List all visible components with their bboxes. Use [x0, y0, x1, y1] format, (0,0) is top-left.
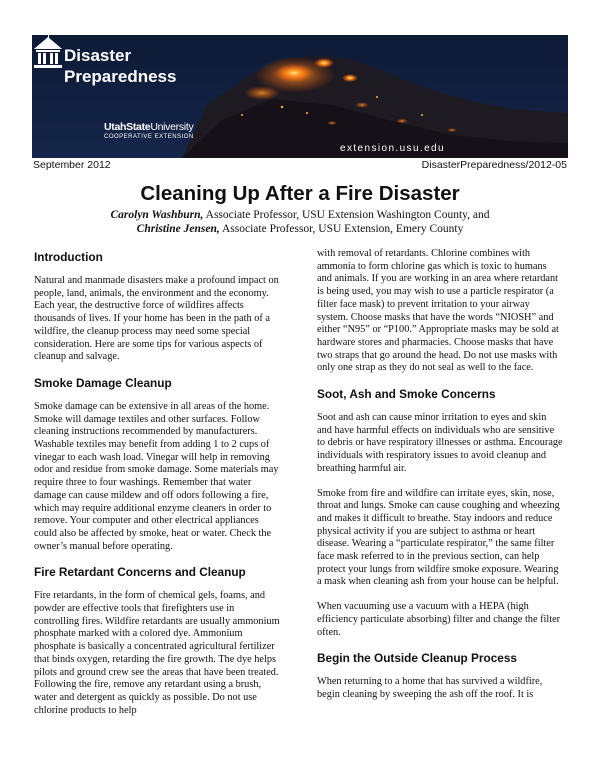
- series-title: [64, 45, 176, 87]
- author-role: Associate Professor, USU Extension Washington County, and: [205, 209, 490, 221]
- document-id: DisasterPreparedness/2012-05: [421, 159, 567, 171]
- author-list: [0, 208, 600, 236]
- paragraph: When vacuuming use a vacuum with a HEPA (high efficiency particulate absorbing) filter and change the filter often.: [317, 601, 561, 638]
- paragraph: Smoke from fire and wildfire can irritate eyes, skin, nose, throat and lungs. Smoke can cause coughing and wheezing and makes it difficult to breathe. Stay indoors and reduce physical activity if you are subject to asthma or heart disease. Wearing a “particulate respirator,” the same filter face mask referred to in the previous section, can help protect your lungs from wildfire smoke exposure. Wearing a mask when cleaning ash from your house can be helpful.: [317, 487, 560, 588]
- author-name: Carolyn Washburn,: [110, 209, 204, 221]
- paragraph: with removal of retardants. Chlorine combines with ammonia to form chlorine gas which is toxic to humans and animals. If you are working in an area where retardant is being used, you may wish to use a particle respirator (a filter face mask) to prevent irritation to your airway system. Choose masks that have the words “NIOSH” and either “N95” or “P100.” Appropriate masks may be sold at hardware stores and pharmacies. Choose masks that have two straps that go around the head. Do not use masks with only one strap as they do not seal as well to the face.: [317, 248, 559, 374]
- section-heading-outside-cleanup: Begin the Outside Cleanup Process: [317, 651, 517, 666]
- publication-date: September 2012: [33, 159, 111, 171]
- author-line: [0, 222, 600, 236]
- section-heading-smoke-damage: Smoke Damage Cleanup: [34, 375, 172, 390]
- website-link[interactable]: extension.usu.edu: [340, 143, 445, 154]
- paragraph: Smoke damage can be extensive in all areas of the home. Smoke will damage textiles and other surfaces. Follow cleaning instructions recommended by manufacturers. Washable textiles may benefit from adding 1 to 2 cups of vinegar to each wash load. Vinegar will help in removing odor and residue from smoke damage. Some materials may require three to four washings. Remember that water damage can cause mildew and off odors following a fire, which may require additional enzyme cleaners in order to remove. Your computer and other electrical appliances could also be affected by smoke, heat or water. Check the owner’s manual before operating.: [34, 400, 279, 552]
- paragraph: Soot and ash can cause minor irritation to eyes and skin and have harmful effects on individuals who are sensitive to debris or have respiratory illnesses or asthma. Encourage individuals with respiratory issues to avoid cleanup and breathing harmful air.: [317, 412, 563, 474]
- extension-label: COOPERATIVE EXTENSION: [104, 134, 194, 140]
- university-name: [104, 121, 193, 133]
- university-name-rest: University: [150, 121, 194, 133]
- page-title: Cleaning Up After a Fire Disaster: [140, 182, 460, 205]
- section-heading-fire-retardant: Fire Retardant Concerns and Cleanup: [34, 565, 246, 580]
- section-heading-introduction: Introduction: [34, 250, 103, 264]
- section-heading-soot-ash: Soot, Ash and Smoke Concerns: [317, 387, 496, 402]
- university-name-bold: UtahState: [104, 121, 151, 133]
- left-column: [34, 250, 280, 729]
- series-title-line1: Disaster: [64, 46, 132, 65]
- author-line: [0, 208, 600, 222]
- series-title-line2: Preparedness: [64, 67, 177, 86]
- university-building-icon: [32, 35, 64, 69]
- paragraph: Fire retardants, in the form of chemical gels, foams, and powder are effective tools that firefighters use in controlling fires. Wildfire retardants are usually ammonium phosphate marked with a colored dye. Ammonium phosphate is basically a concentrated agricultural fertilizer that binds oxygen, retarding the fire growth. The dye helps pilots and ground crew see the areas that have been treated. Following the fire, remove any retardant using a brush, water and detergent as quickly as possible. Do not use chlorine products to help: [34, 590, 280, 716]
- right-column: [317, 248, 563, 714]
- author-name: Christine Jensen,: [136, 223, 220, 235]
- paragraph: Natural and manmade disasters make a profound impact on people, land, animals, the environment and the economy. Each year, the destructive force of wildfires affects thousands of lives. If your home has been in the path of a wildfire, the cleanup process may need some special consideration. Here are some tips for various aspects of cleanup and salvage.: [34, 275, 279, 363]
- header-banner: [32, 35, 568, 158]
- author-role: Associate Professor, USU Extension, Emery County: [221, 223, 464, 235]
- paragraph: When returning to a home that has survived a wildfire, begin cleaning by sweeping the ash off the roof. It is: [317, 676, 543, 700]
